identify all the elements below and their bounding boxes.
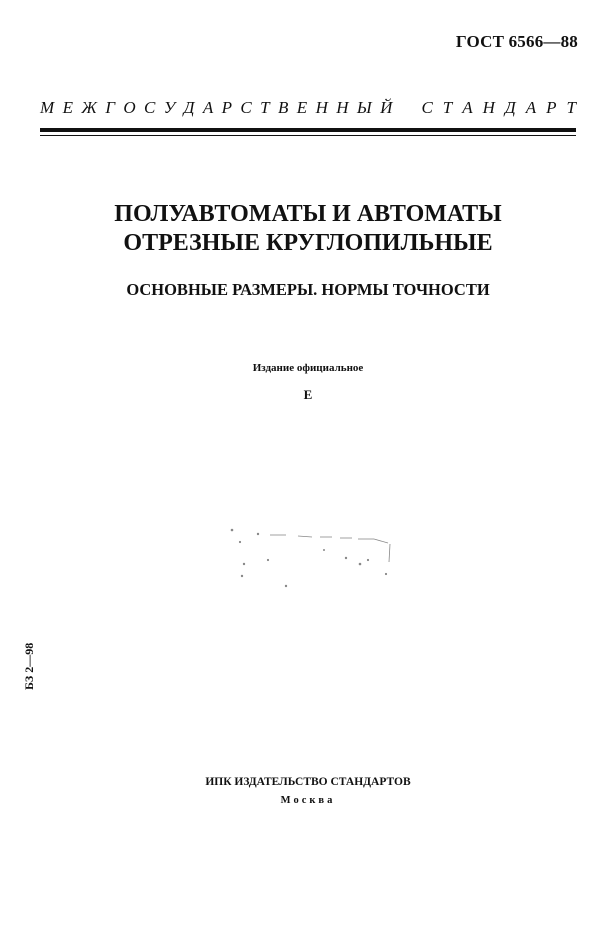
heading-letter: О: [123, 98, 136, 117]
heading-letter: Д: [183, 98, 195, 117]
heading-letter: Е: [62, 98, 73, 117]
edition-letter: Е: [303, 387, 313, 402]
heading-letter: Ы: [356, 98, 372, 117]
heading-letter: Т: [260, 98, 270, 117]
heading-letter: С: [240, 98, 252, 117]
edition-label: Издание официальное: [252, 362, 364, 374]
heading-letter: Р: [546, 98, 557, 117]
publisher-name: ИПК ИЗДАТЕЛЬСТВО СТАНДАРТОВ: [205, 776, 411, 788]
heading-letter: Т: [566, 98, 576, 117]
heading-letter: Г: [105, 98, 115, 117]
heading-letter: У: [163, 98, 176, 117]
header-rule-thin: [40, 135, 576, 136]
heading-letter: А: [525, 98, 537, 117]
title-line-1: ПОЛУАВТОМАТЫ И АВТОМАТЫ: [114, 201, 502, 227]
heading-letter: Ж: [81, 98, 97, 117]
heading-letter: С: [144, 98, 156, 117]
standard-type-word-2: [421, 98, 576, 118]
standard-type-heading: [40, 98, 576, 118]
heading-letter: Д: [504, 98, 516, 117]
document-title: [0, 200, 616, 258]
heading-letter: М: [40, 98, 55, 117]
standard-type-word-1: [40, 98, 392, 118]
faded-stamp: [228, 520, 398, 592]
heading-letter: Р: [221, 98, 233, 117]
publisher-city: Москва: [280, 795, 336, 806]
heading-letter: А: [202, 98, 214, 117]
heading-letter: Й: [380, 98, 393, 117]
heading-letter: С: [421, 98, 433, 117]
gost-number: ГОСТ 6566—88: [455, 32, 578, 51]
document-subtitle: ОСНОВНЫЕ РАЗМЕРЫ. НОРМЫ ТОЧНОСТИ: [126, 280, 490, 299]
heading-letter: Н: [315, 98, 328, 117]
heading-letter: А: [462, 98, 473, 117]
heading-letter: Т: [442, 98, 453, 117]
heading-letter: Н: [336, 98, 349, 117]
heading-letter: Е: [296, 98, 308, 117]
heading-letter: Н: [482, 98, 495, 117]
side-code: БЗ 2—98: [22, 642, 36, 690]
header-rule-thick: [40, 128, 576, 132]
heading-letter: В: [278, 98, 289, 117]
title-line-2: ОТРЕЗНЫЕ КРУГЛОПИЛЬНЫЕ: [123, 230, 493, 256]
